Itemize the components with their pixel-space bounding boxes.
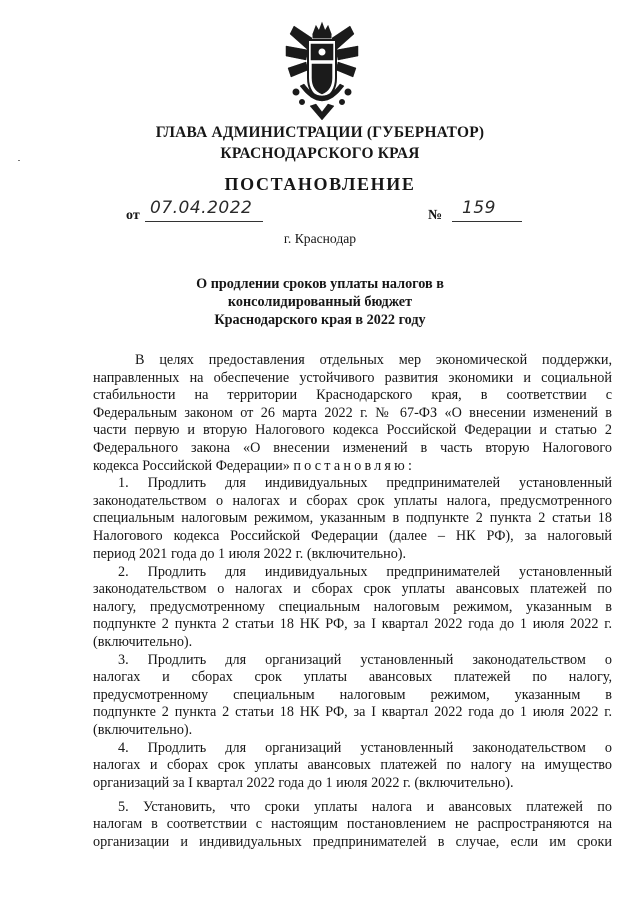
subject-line-3: Краснодарского края в 2022 году [214, 312, 426, 328]
number-handwritten: 159 [462, 198, 496, 218]
body-line: предусмотренному специальным налоговым режимом, указанным в [93, 687, 612, 703]
body-line: стабильности на территории Краснодарского края, в соответствии с [93, 387, 612, 403]
header-line-1: ГЛАВА АДМИНИСТРАЦИИ (ГУБЕРНАТОР) [155, 124, 485, 141]
body-line: подпункте 2 пункта 2 статьи 18 НК РФ, за I квартал 2022 года до 1 июля 2022 г. [93, 616, 612, 632]
body-line: кодекса Российской Федерации» постановляю: [93, 458, 416, 474]
document-type-title: ПОСТАНОВЛЕНИЕ [224, 174, 416, 194]
coat-of-arms-emblem [282, 20, 362, 124]
body-line: 4. Продлить для организаций установленный законодательством о [118, 740, 612, 756]
body-line: подпункте 2 пункта 2 статьи 18 НК РФ, за I квартал 2022 года до 1 июля 2022 г. [93, 704, 612, 720]
body-line: законодательством о налогах и сборах срок уплаты авансовых платежей по [93, 581, 612, 597]
body-line: специальным налоговым режимом, указанным в подпункте 2 пункта 2 статьи 18 [93, 510, 612, 526]
body-line: организаций за I квартал 2022 года до 1 июля 2022 г. (включительно). [93, 775, 514, 791]
body-line: 3. Продлить для организаций установленный законодательством о [118, 652, 612, 668]
body-line: 1. Продлить для индивидуальных предпринимателей установленный [118, 475, 612, 491]
number-prefix: № [428, 208, 443, 223]
number-underline [452, 221, 522, 222]
body-line: (включительно). [93, 634, 193, 650]
body-line: законодательством о налогах и сборах срок уплаты налога, предусмотренного [93, 493, 612, 509]
body-line: Федеральным законом от 26 марта 2022 г. № 67-ФЗ «О внесении изменений в [93, 405, 612, 421]
body-line: организации и индивидуальных предпринимателей в случае, если им сроки [93, 834, 612, 850]
body-line: части первую и вторую Налогового кодекса Российской Федерации и статью 2 [93, 422, 612, 438]
body-line: (включительно). [93, 722, 193, 738]
body-line: 2. Продлить для индивидуальных предпринимателей установленный [118, 564, 612, 580]
body-line: налогах и сборах срок уплаты авансовых платежей по налогу на имущество [93, 757, 612, 773]
body-line: налогам в соответствии с настоящим постановлением не распространяются на [93, 816, 612, 832]
header-line-2: КРАСНОДАРСКОГО КРАЯ [220, 145, 420, 162]
date-underline [145, 221, 263, 222]
body-line: Налогового кодекса Российской Федерации (далее – НК РФ), за налоговый [93, 528, 612, 544]
date-prefix: от [126, 208, 140, 223]
body-line: Федерального закона «О внесении изменений в часть вторую Налогового [93, 440, 612, 456]
body-line: период 2021 года до 1 июля 2022 г. (включительно). [93, 546, 407, 562]
subject-line-2: консолидированный бюджет [227, 294, 413, 310]
body-line: налогах и сборах срок уплаты авансовых платежей по налогу, [93, 669, 612, 685]
body-line: направленных на обеспечение устойчивого развития экономики и социальной [93, 370, 612, 386]
subject-line-1: О продлении сроков уплаты налогов в [196, 276, 444, 292]
city-label: г. Краснодар [283, 231, 357, 246]
body-line: В целях предоставления отдельных мер экономической поддержки, [135, 352, 612, 368]
body-line: 5. Установить, что сроки уплаты налога и авансовых платежей по [118, 799, 612, 815]
date-handwritten: 07.04.2022 [150, 198, 253, 218]
body-line: налогу, предусмотренному специальным налоговым режимом, указанным в [93, 599, 612, 615]
